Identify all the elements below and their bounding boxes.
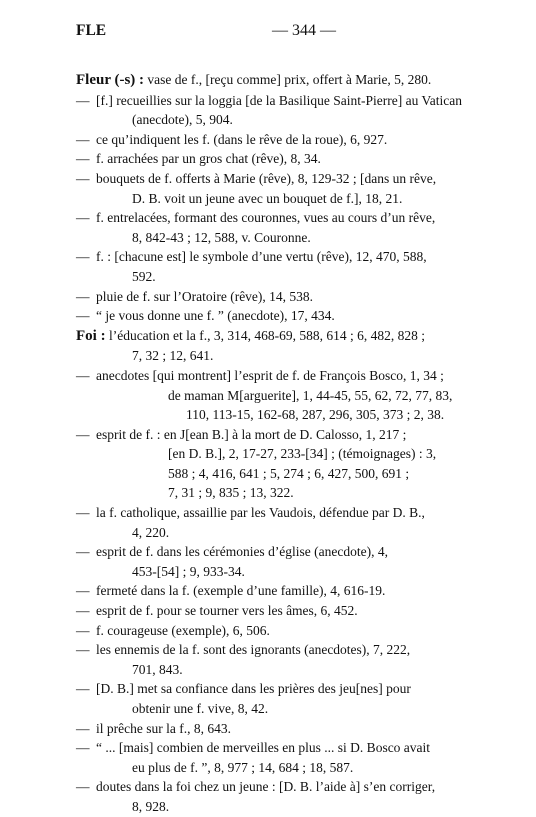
entry-line: ce qu’indiquent les f. (dans le rêve de la roue), 6, 927.	[96, 131, 388, 147]
entry-line: pluie de f. sur l’Oratoire (rêve), 14, 538.	[96, 288, 314, 304]
index-subentry	[76, 640, 476, 679]
index-subentry	[76, 581, 476, 601]
entry-dash: —	[76, 308, 90, 324]
index-subentry	[76, 366, 476, 425]
index-subentry	[76, 503, 476, 542]
index-subentry	[76, 91, 476, 130]
entry-line: anecdotes [qui montrent] l’esprit de f. de François Bosco, 1, 34 ;	[96, 367, 444, 383]
entry-dash: —	[76, 131, 90, 147]
entry-dash: —	[76, 426, 90, 442]
entry-dash: —	[76, 603, 90, 619]
entry-line: “ je vous donne une f. ” (anecdote), 17, 434.	[96, 308, 335, 324]
entry-dash: —	[76, 642, 90, 658]
entry-dash: —	[76, 288, 90, 304]
entry-line: la f. catholique, assaillie par les Vaudois, défendue par D. B.,	[96, 505, 425, 521]
entry-line: f. entrelacées, formant des couronnes, vues au cours d’un rêve,	[96, 210, 436, 226]
index-subentry	[76, 777, 476, 816]
page-number: — 344 —	[272, 22, 336, 39]
entry-line: 592.	[132, 268, 156, 284]
index-subentry	[76, 542, 476, 581]
entry-dash: —	[76, 92, 90, 108]
entry-line: 8, 928.	[132, 798, 170, 814]
entry-line: 8, 842-43 ; 12, 588, v. Couronne.	[132, 229, 311, 245]
index-subentry	[76, 425, 476, 503]
index-headword-entry	[76, 326, 476, 366]
entry-line: esprit de f. : en J[ean B.] à la mort de D. Calosso, 1, 217 ;	[96, 426, 407, 442]
headword: Fleur (-s) :	[76, 72, 145, 88]
entry-dash: —	[76, 210, 90, 226]
entry-line: 7, 31 ; 9, 835 ; 13, 322.	[168, 485, 294, 501]
entry-line: 4, 220.	[132, 524, 170, 540]
entry-dash: —	[76, 544, 90, 560]
running-head	[76, 22, 460, 40]
headword: Foi :	[76, 327, 106, 344]
index-subentry	[76, 149, 476, 169]
entry-line: de maman M[arguerite], 1, 44-45, 55, 62, 72, 77, 83,	[168, 387, 453, 403]
entry-dash: —	[76, 583, 90, 599]
entry-line: 110, 113-15, 162-68, 287, 296, 305, 373 ; 2, 38.	[186, 407, 445, 423]
entry-dash: —	[76, 505, 90, 521]
index-subentry	[76, 130, 476, 150]
index-subentry	[76, 208, 476, 247]
entry-dash: —	[76, 622, 90, 638]
entry-line: les ennemis de la f. sont des ignorants (anecdotes), 7, 222,	[96, 642, 411, 658]
entry-line: 701, 843.	[132, 661, 183, 677]
index-subentry	[76, 719, 476, 739]
index-subentry	[76, 287, 476, 307]
entry-dash: —	[76, 249, 90, 265]
entry-line: [D. B.] met sa confiance dans les prières des jeu[nes] pour	[96, 681, 411, 697]
entry-line: [en D. B.], 2, 17-27, 233-[34] ; (témoignages) : 3,	[168, 446, 437, 462]
entry-dash: —	[76, 681, 90, 697]
index-headword-entry	[76, 70, 476, 91]
entry-line: esprit de f. pour se tourner vers les âmes, 6, 452.	[96, 603, 358, 619]
index-subentry	[76, 679, 476, 718]
entry-line: esprit de f. dans les cérémonies d’église (anecdote), 4,	[96, 544, 389, 560]
entry-line: f. : [chacune est] le symbole d’une vertu (rêve), 12, 470, 588,	[96, 249, 427, 265]
entry-dash: —	[76, 740, 90, 756]
running-head-letters: FLE	[76, 22, 107, 39]
index-subentry	[76, 738, 476, 777]
entry-line: eu plus de f. ”, 8, 977 ; 14, 684 ; 18, 587.	[132, 759, 354, 775]
entry-line: f. courageuse (exemple), 6, 506.	[96, 622, 270, 638]
index-subentry	[76, 247, 476, 286]
entry-dash: —	[76, 170, 90, 186]
entry-dash: —	[76, 367, 90, 383]
entry-line: bouquets de f. offerts à Marie (rêve), 8, 129-32 ; [dans un rêve,	[96, 170, 437, 186]
entry-line: fermeté dans la f. (exemple d’une famille), 4, 616-19.	[96, 583, 386, 599]
entry-line: 453-[54] ; 9, 933-34.	[132, 563, 245, 579]
entry-line: f. arrachées par un gros chat (rêve), 8, 34.	[96, 151, 321, 167]
index-subentry	[76, 601, 476, 621]
index-subentry	[76, 306, 476, 326]
entry-line: 588 ; 4, 416, 641 ; 5, 274 ; 6, 427, 500, 691 ;	[168, 465, 410, 481]
entry-line: “ ... [mais] combien de merveilles en plus ... si D. Bosco avait	[96, 740, 431, 756]
entry-line: doutes dans la foi chez un jeune : [D. B. l’aide à] s’en corriger,	[96, 779, 436, 795]
entry-line: 7, 32 ; 12, 641.	[132, 348, 214, 364]
entry-dash: —	[76, 151, 90, 167]
entry-line: D. B. voit un jeune avec un bouquet de f.], 18, 21.	[132, 190, 403, 206]
index-subentry	[76, 621, 476, 641]
entry-line: Foi : l’éducation et la f., 3, 314, 468-69, 588, 614 ; 6, 482, 828 ;	[76, 327, 426, 344]
entry-line: il prêche sur la f., 8, 643.	[96, 720, 231, 736]
entry-line: (anecdote), 5, 904.	[132, 112, 233, 128]
index-subentry	[76, 169, 476, 208]
entry-line: obtenir une f. vive, 8, 42.	[132, 701, 269, 716]
entry-line: Fleur (-s) : vase de f., [reçu comme] prix, offert à Marie, 5, 280.	[76, 72, 432, 88]
index-entries	[76, 70, 476, 817]
entry-dash: —	[76, 720, 90, 736]
entry-line: [f.] recueillies sur la loggia [de la Basilique Saint-Pierre] au Vatican	[96, 92, 462, 108]
entry-dash: —	[76, 779, 90, 795]
